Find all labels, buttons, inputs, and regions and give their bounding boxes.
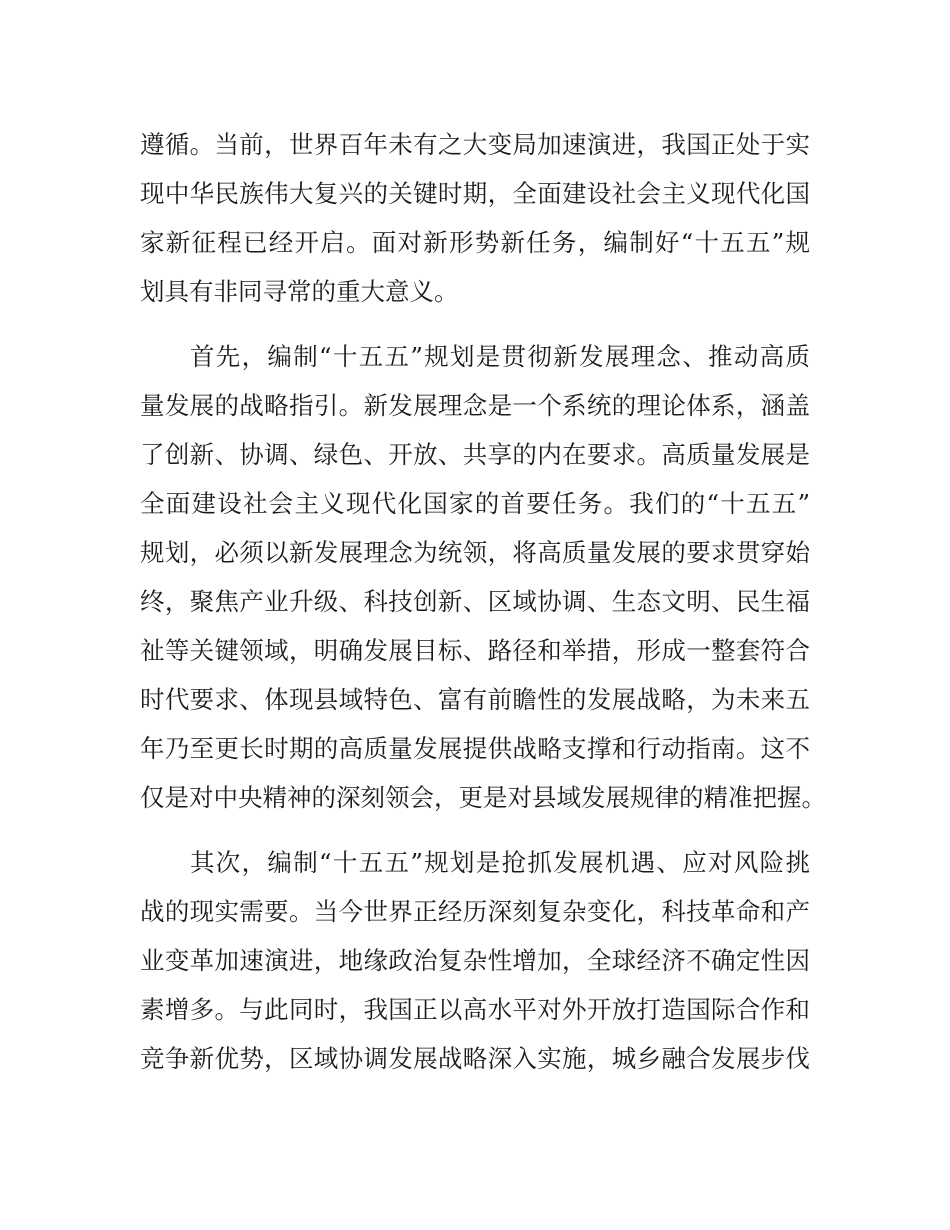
- text-line: 量发展的战略指引。新发展理念是一个系统的理论体系，涵盖: [140, 391, 810, 420]
- text-line: 战的现实需要。当今世界正经历深刻复杂变化，科技革命和产: [140, 897, 810, 926]
- text-line: 其次，编制“十五五”规划是抢抓发展机遇、应对风险挑: [190, 848, 810, 877]
- text-line: 终，聚焦产业升级、科技创新、区域协调、生态文明、民生福: [140, 587, 810, 616]
- text-line: 全面建设社会主义现代化国家的首要任务。我们的“十五五”: [140, 489, 810, 518]
- text-line: 业变革加速演进，地缘政治复杂性增加，全球经济不确定性因: [140, 946, 810, 975]
- text-line: 时代要求、体现县域特色、富有前瞻性的发展战略，为未来五: [140, 685, 810, 714]
- text-line: 首先，编制“十五五”规划是贯彻新发展理念、推动高质: [190, 342, 810, 371]
- paragraph-3: [140, 838, 810, 1083]
- text-line: 仅是对中央精神的深刻领会，更是对县域发展规律的精准把握。: [140, 783, 826, 812]
- text-line: 规划，必须以新发展理念为统领，将高质量发展的要求贯穿始: [140, 538, 810, 567]
- document-page: [140, 120, 826, 1083]
- text-line: 遵循。当前，世界百年未有之大变局加速演进，我国正处于实: [140, 130, 810, 159]
- text-line: 了创新、协调、绿色、开放、共享的内在要求。高质量发展是: [140, 440, 810, 469]
- text-line: 现中华民族伟大复兴的关键时期，全面建设社会主义现代化国: [140, 179, 810, 208]
- text-line: 祉等关键领域，明确发展目标、路径和举措，形成一整套符合: [140, 636, 810, 665]
- paragraph-2: [140, 332, 826, 822]
- text-line: 划具有非同寻常的重大意义。: [140, 277, 459, 306]
- text-line: 家新征程已经开启。面对新形势新任务，编制好“十五五”规: [140, 228, 810, 257]
- text-line: 素增多。与此同时，我国正以高水平对外开放打造国际合作和: [140, 995, 810, 1024]
- paragraph-1: [140, 120, 810, 316]
- text-line: 竞争新优势，区域协调发展战略深入实施，城乡融合发展步伐: [140, 1044, 810, 1073]
- text-line: 年乃至更长时期的高质量发展提供战略支撑和行动指南。这不: [140, 734, 810, 763]
